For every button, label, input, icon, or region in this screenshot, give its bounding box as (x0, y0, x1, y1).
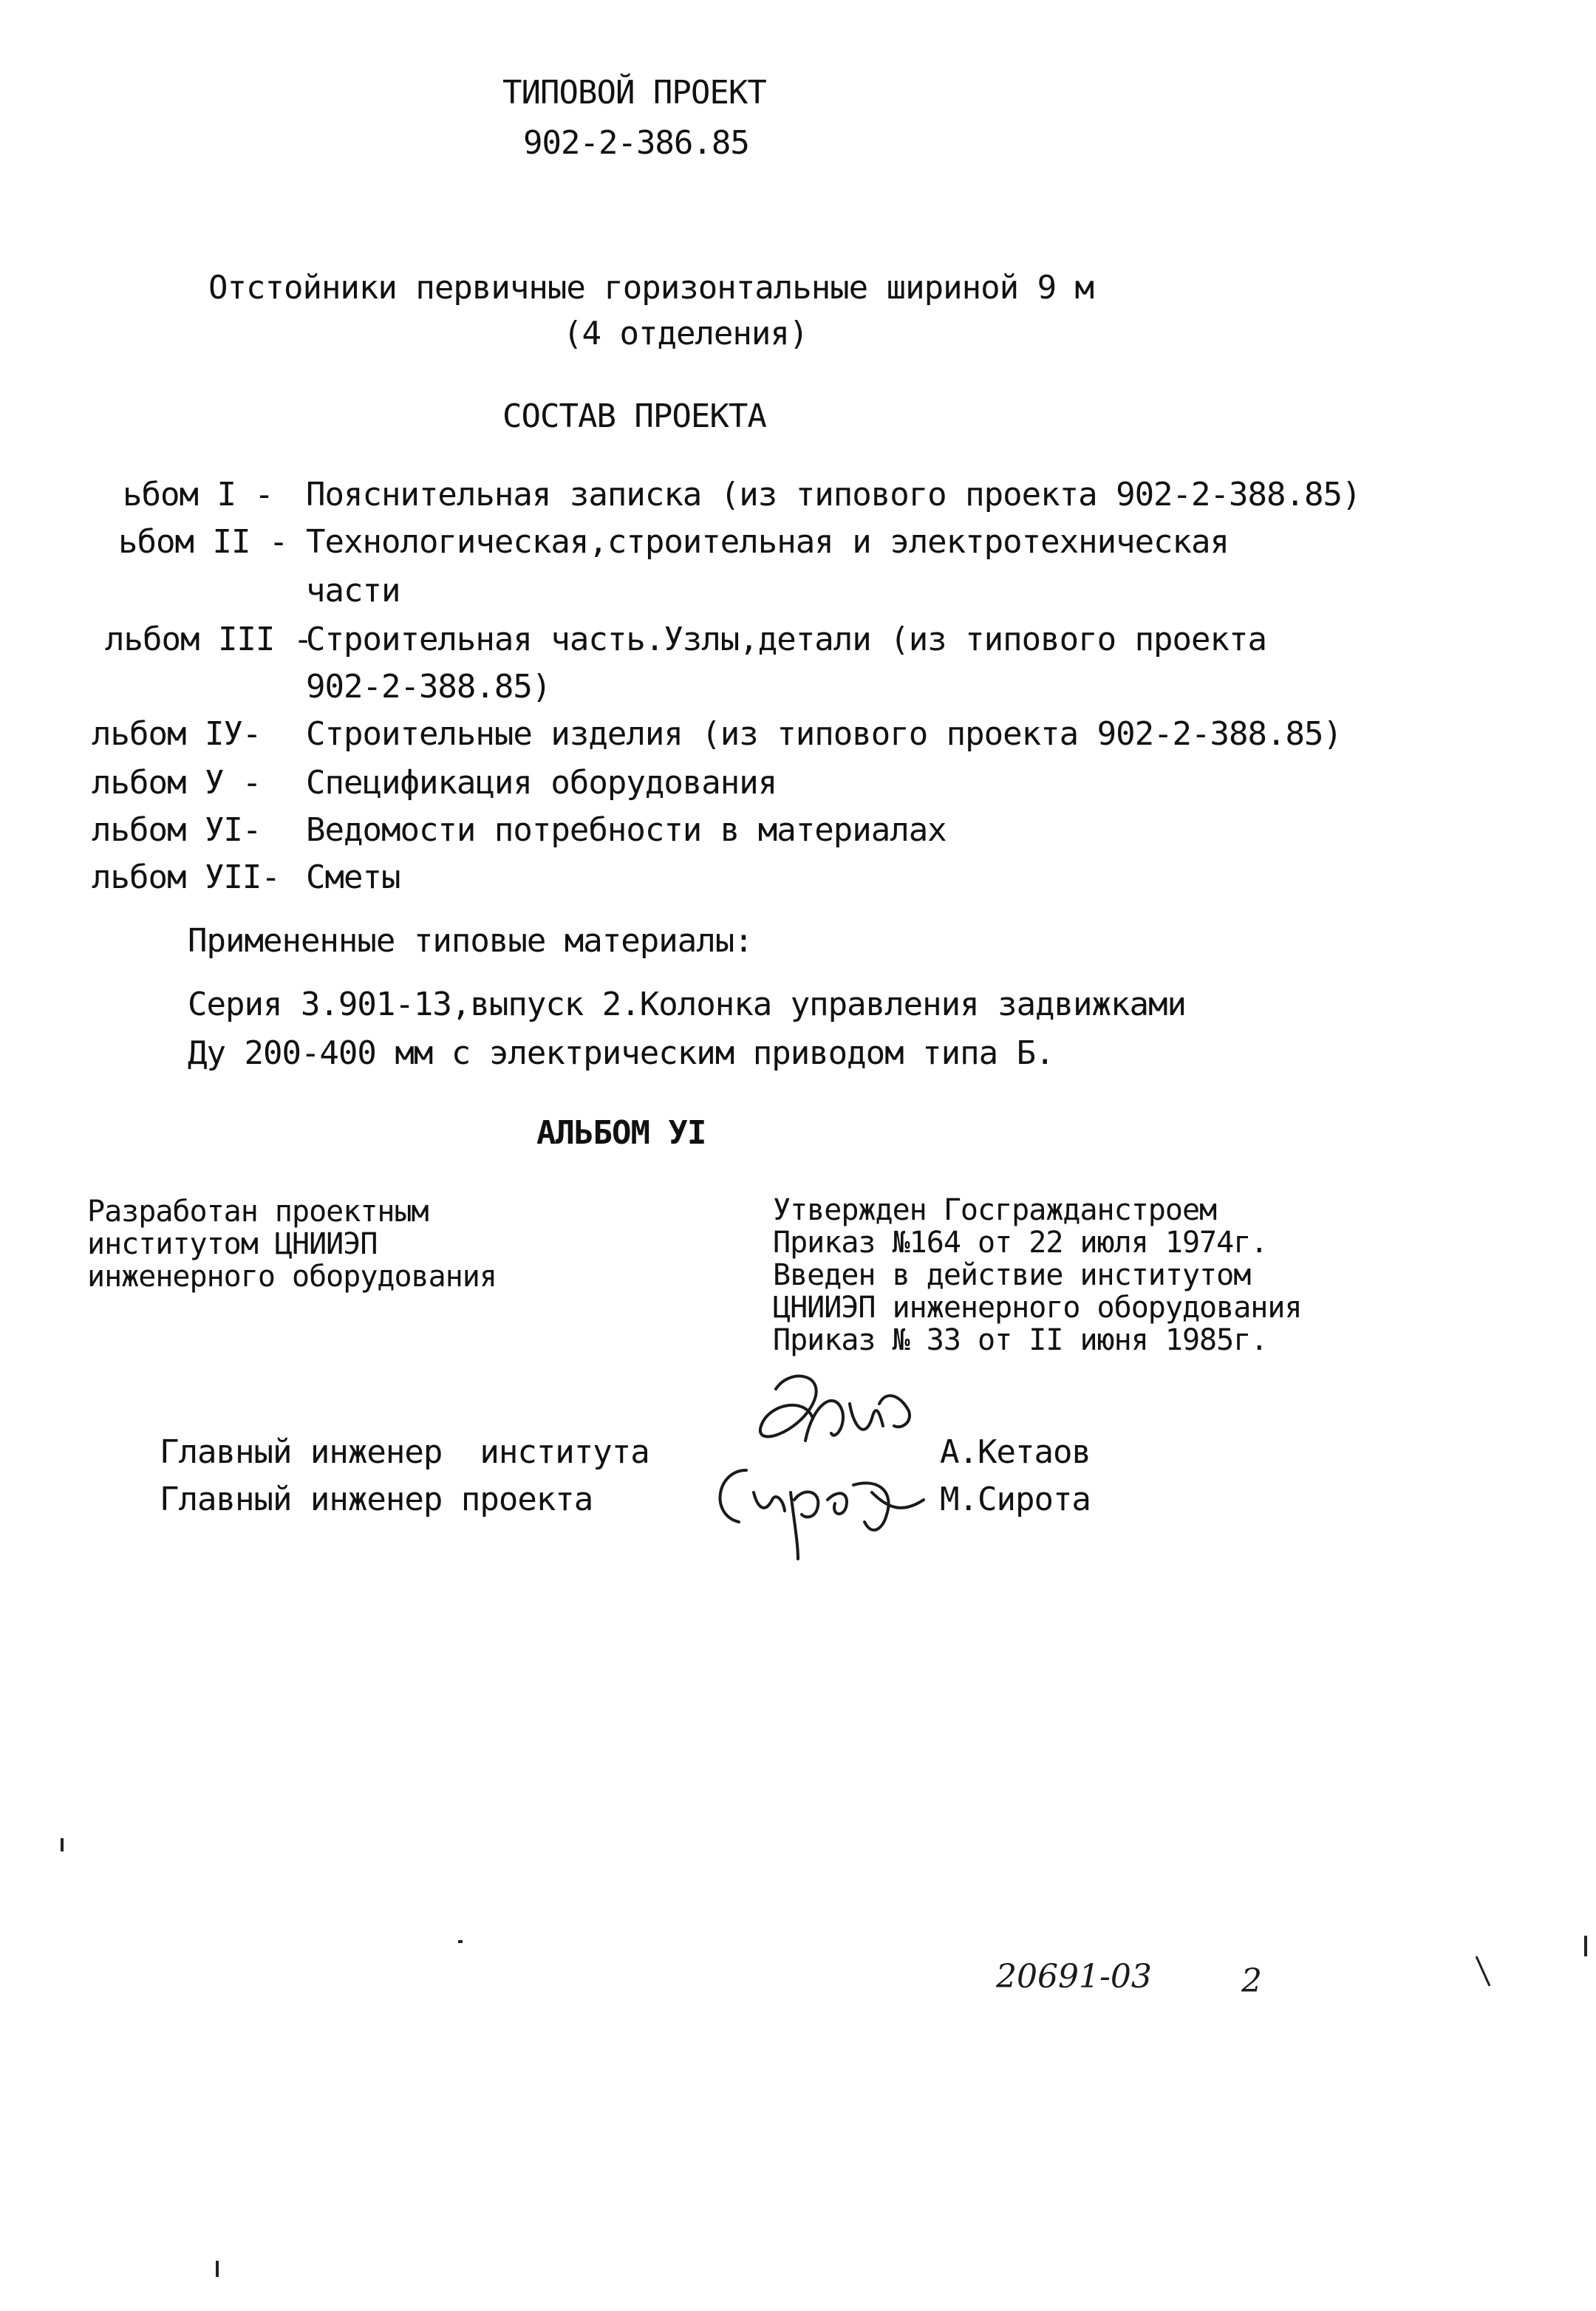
scan-speck (61, 1838, 64, 1851)
approval-line3: Введен в действие институтом (773, 1258, 1251, 1292)
signature-role-1: Главный инженер института (160, 1433, 649, 1471)
album-description-continued: части (306, 572, 400, 610)
project-type: ТИПОВОЙ ПРОЕКТ (502, 74, 766, 112)
inventory-number: 20691-03 (996, 1958, 1152, 1996)
approval-line5: Приказ № 33 от II июня 1985г. (773, 1323, 1268, 1357)
composition-heading: СОСТАВ ПРОЕКТА (502, 397, 766, 435)
album-label: льбом IУ- (92, 715, 262, 753)
album-description: Сметы (306, 858, 400, 896)
materials-line2: Ду 200-400 мм с электрическим приводом типа Б. (188, 1034, 1054, 1072)
scan-mark (1473, 1953, 1496, 1990)
approval-line1: Утвержден Госгражданстроем (773, 1193, 1217, 1227)
signature-name-2: М.Сирота (940, 1481, 1091, 1518)
signature-role-2: Главный инженер проекта (160, 1481, 593, 1518)
page-number: 2 (1241, 1962, 1262, 2000)
developer-line3: инженерного оборудования (87, 1260, 497, 1294)
album-label: ьбом II - (118, 523, 288, 561)
album-label: льбом УI- (92, 811, 262, 849)
materials-line1: Серия 3.901-13,выпуск 2.Колонка управления задвижками (188, 986, 1186, 1023)
album-description: Строительная часть.Узлы,детали (из типового проекта (306, 621, 1267, 658)
document-title-line1: Отстойники первичные горизонтальные шириной 9 м (208, 269, 1094, 307)
album-description: Строительные изделия (из типового проекта 902-2-388.85) (306, 715, 1342, 753)
scan-speck (458, 1940, 463, 1943)
album-description: Пояснительная записка (из типового проекта 902-2-388.85) (306, 476, 1361, 513)
developer-line2: институтом ЦНИИЭП (87, 1227, 378, 1261)
album-description: Спецификация оборудования (306, 764, 777, 802)
album-label: льбом III - (105, 621, 313, 658)
album-title: АЛЬБОМ УI (536, 1114, 706, 1152)
album-label: ьбом I - (123, 476, 273, 513)
scan-speck (1584, 1936, 1587, 1956)
album-label: льбом У - (92, 764, 262, 802)
signature-name-1: А.Кетаов (940, 1433, 1091, 1471)
developer-line1: Разработан проектным (87, 1195, 429, 1229)
approval-line4: ЦНИИЭП инженерного оборудования (773, 1291, 1302, 1325)
album-description-continued: 902-2-388.85) (306, 668, 551, 706)
scan-speck (216, 2261, 219, 2277)
project-number: 902-2-386.85 (523, 124, 749, 162)
approval-line2: Приказ №164 от 22 июля 1974г. (773, 1226, 1268, 1260)
materials-heading: Примененные типовые материалы: (188, 922, 753, 960)
album-label: льбом УII- (92, 858, 280, 896)
album-description: Технологическая,строительная и электротехническая (306, 523, 1230, 561)
document-title-line2: (4 отделения) (563, 315, 808, 352)
signature-chief-engineer-project (702, 1448, 953, 1566)
album-description: Ведомости потребности в материалах (306, 811, 947, 849)
